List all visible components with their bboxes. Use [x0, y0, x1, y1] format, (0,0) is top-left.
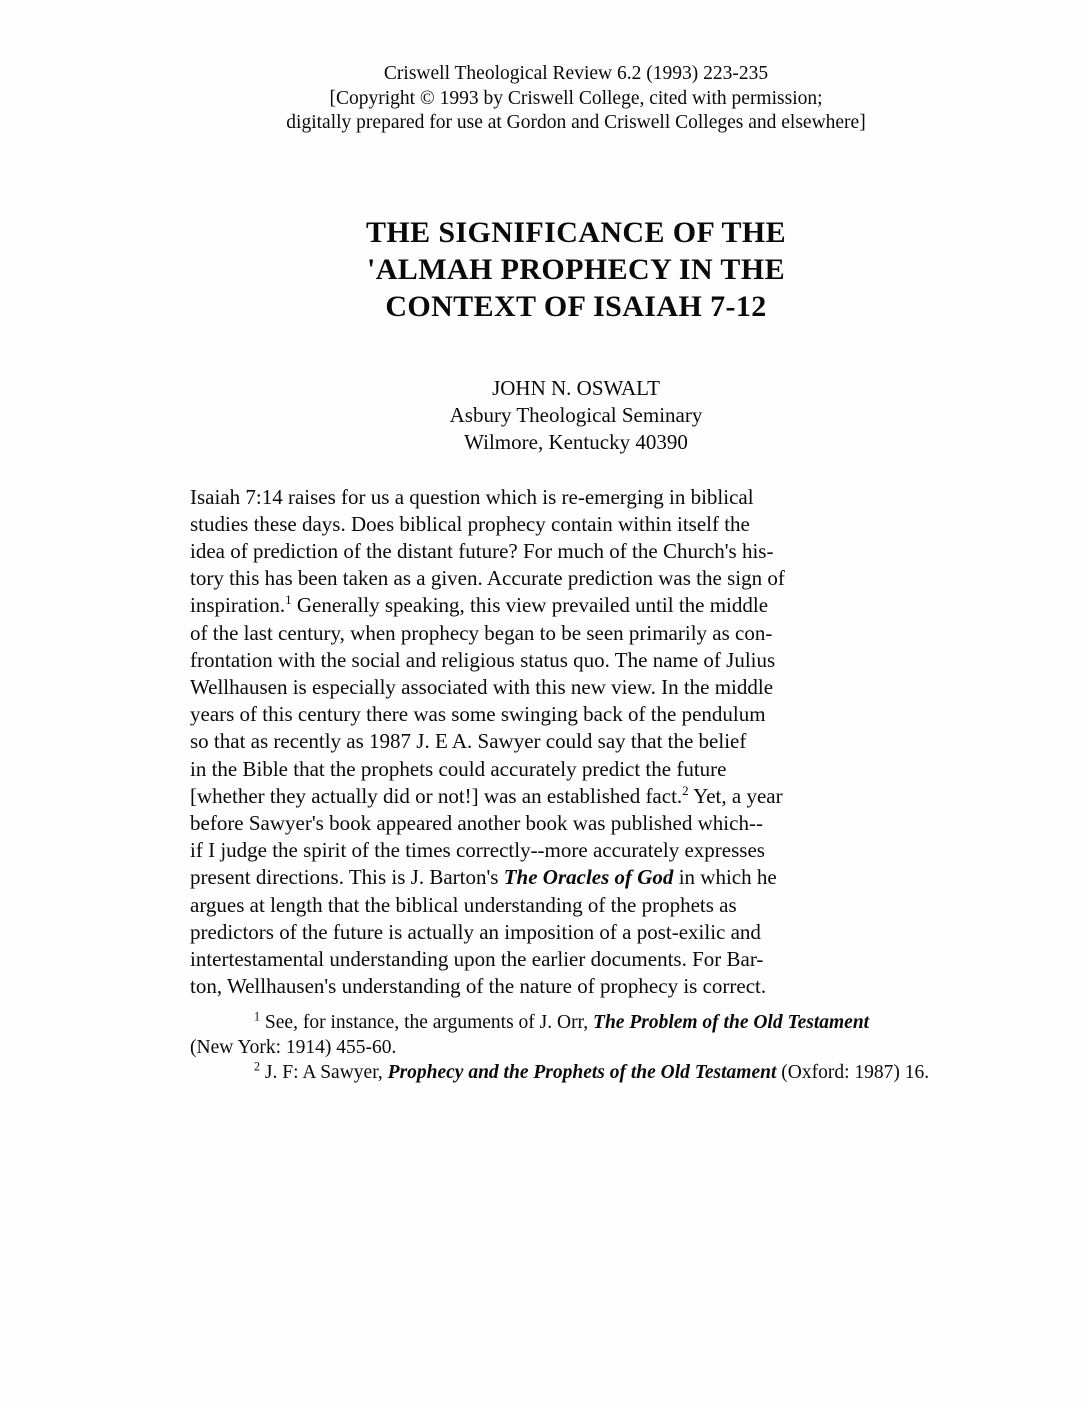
title-line: THE SIGNIFICANCE OF THE [365, 215, 787, 249]
footnote-marker: 2 [682, 782, 689, 798]
body-line: studies these days. Does biblical prophecy contain within itself the [190, 511, 750, 536]
body-line: ton, Wellhausen's understanding of the nature of prophecy is correct. [190, 974, 767, 999]
body-line: before Sawyer's book appeared another book was published which-- [190, 810, 763, 835]
header-line: [Copyright © 1993 by Criswell College, cited with permission; [329, 87, 823, 109]
header-line: Criswell Theological Review 6.2 (1993) 223-235 [383, 63, 769, 84]
article-title [190, 214, 962, 325]
footnote-line: $^2$ J. F: A Sawyer, Prophecy and the Prophets of the Old Testament (Oxford: 1987) 16. [254, 1059, 930, 1084]
header-line: digitally prepared for use at Gordon and Criswell Colleges and elsewhere] [286, 112, 866, 133]
author-name: JOHN N. OSWALT [492, 375, 660, 400]
body-line: frontation with the social and religious status quo. The name of Julius [190, 647, 776, 672]
author-block [190, 375, 962, 456]
footnote-line: $^1$ See, for instance, the arguments of J. Orr, The Problem of the Old Testament [254, 1009, 870, 1034]
footnote-marker: 1 [285, 592, 292, 608]
footnote-marker: 2 [254, 1059, 261, 1074]
body-line: so that as recently as 1987 J. E A. Sawyer could say that the belief [190, 729, 747, 754]
footnote-line: (New York: 1914) 455-60. [190, 1037, 397, 1059]
book-title: The Oracles of God [503, 865, 674, 890]
book-title: Prophecy and the Prophets of the Old Testament [387, 1062, 777, 1084]
body-line: inspiration.$^1$ Generally speaking, this view prevailed until the middle [190, 592, 769, 618]
book-title: The Problem of the Old Testament [593, 1012, 870, 1034]
body-line: intertestamental understanding upon the earlier documents. For Bar- [190, 946, 764, 971]
author-affiliation: Asbury Theological Seminary [449, 402, 703, 427]
title-line: 'ALMAH PROPHECY IN THE [367, 252, 785, 286]
footnotes [190, 1010, 962, 1085]
footnote-marker: 1 [254, 1009, 261, 1024]
body-line: years of this century there was some swinging back of the pendulum [190, 702, 766, 727]
body-line: Isaiah 7:14 raises for us a question which is re-emerging in biblical [190, 484, 754, 509]
body-line: idea of prediction of the distant future? For much of the Church's his- [190, 538, 774, 563]
body-line: Wellhausen is especially associated with this new view. In the middle [190, 674, 774, 699]
body-line: in the Bible that the prophets could accurately predict the future [190, 756, 727, 781]
body-line: if I judge the spirit of the times correctly--more accurately expresses [190, 838, 765, 863]
body-line: present directions. This is J. Barton's The Oracles of God in which he [190, 865, 777, 890]
body-line: tory this has been taken as a given. Accurate prediction was the sign of [190, 566, 785, 591]
body-line: [whether they actually did or not!] was an established fact.$^2$ Yet, a year [190, 782, 783, 808]
body-line: of the last century, when prophecy began to be seen primarily as con- [190, 620, 773, 645]
title-line: CONTEXT OF ISAIAH 7-12 [385, 289, 767, 323]
author-location: Wilmore, Kentucky 40390 [464, 429, 688, 454]
page-content [190, 0, 962, 1085]
body-line: predictors of the future is actually an imposition of a post-exilic and [190, 919, 761, 944]
journal-header [190, 62, 962, 136]
body-line: argues at length that the biblical understanding of the prophets as [190, 892, 737, 917]
article-body [190, 484, 962, 1001]
